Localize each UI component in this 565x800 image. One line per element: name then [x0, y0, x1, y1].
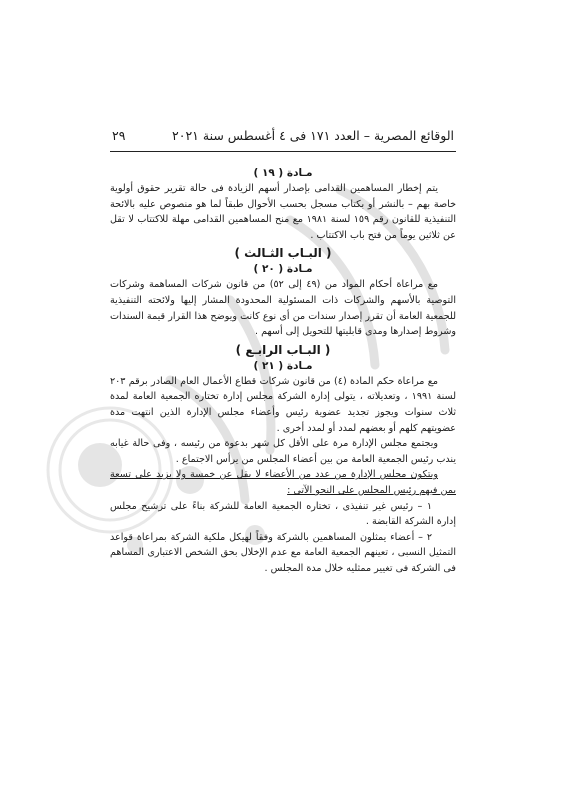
article-21-text-1: مع مراعاة حكم المادة (٤) من قانون شركات قطاع الأعمال العام الصادر برقم ٢٠٣ لسنة ١٩٩١ ، وتعديلاته ، يتولى إدارة الشركة مجلس إدارة تختاره الجمعية العامة لمدة ثلاث سنوات ويجوز تجديد عضوية رئيس وأعضاء مجلس الإدارة الذين انتهت مدة عضويتهم كلهم أو بعضهم لمدد أو لمدد أخرى . [110, 375, 456, 434]
header-title: الوقائع المصرية – العدد ١٧١ فى ٤ أغسطس سنة ٢٠٢١ [172, 128, 454, 143]
article-21-item-2: ٢ – أعضاء يمثلون المساهمين بالشركة وفقاً لهيكل ملكية الشركة بمراعاة قواعد التمثيل النسبى ، تعينهم الجمعية العامة مع عدم الإخلال بحق الشخص الاعتبارى المساهم فى الشركة فى تغيير ممثليه خلال مدة المجلس . [110, 531, 456, 574]
article-21-text-3: ويتكون مجلس الإدارة من عدد من الأعضاء لا يقل عن خمسة ولا يزيد على تسعة بمن فيهم رئيس المجلس على النحو الآتى : [110, 469, 456, 496]
article-20-text: مع مراعاة أحكام المواد من (٤٩ إلى ٥٢) من قانون شركات المساهمة وشركات التوصية بالأسهم والشركات ذات المسئولية المحدودة المشار إليها ولائحته التنفيذية للجمعية العامة أن تقرر إصدار سندات من أى نوع كانت ويوضح هذا القرار قيمة السندات وشروط إصدارها ومدى قابليتها للتحويل إلى أسهم . [110, 279, 456, 338]
article-19-text: يتم إخطار المساهمين القدامى بإصدار أسهم الزيادة فى حالة تقرير حقوق أولوية خاصة بهم – بالنشر أو بكتاب مسجل بحسب الأحوال طبقاً لما هو منصوص عليه بالائحة التنفيذية للقانون رقم ١٥٩ لسنة ١٩٨١ مع منح المساهمين القدامى مهلة للاكتتاب لا تقل عن ثلاثين يوماً من فتح باب الاكتتاب . [110, 183, 456, 241]
article-20-heading: مـادة ( ٢٠ ) [253, 263, 313, 276]
page-body [110, 166, 456, 576]
chapter-3-title: ( البـاب الثـالث ) [234, 246, 332, 261]
chapter-4-title: ( البـاب الرابـع ) [235, 342, 331, 357]
page-header [112, 128, 454, 143]
article-19-heading: مـادة ( ١٩ ) [253, 167, 313, 179]
article-21-text-2: ويجتمع مجلس الإدارة مرة على الأقل كل شهر بدعوة من رئيسه ، وفى حالة غيابه يندب رئيس الجمعية العامة من بين أعضاء المجلس من يرأس الاجتماع . [110, 438, 456, 465]
article-21-heading: مـادة ( ٢١ ) [253, 359, 313, 372]
header-rule [110, 151, 456, 152]
page-number: ٢٩ [112, 128, 126, 143]
article-21-item-1: ١ – رئيس غير تنفيذى ، تختاره الجمعية العامة للشركة بناءً على ترشيح مجلس إدارة الشركة القابضة . [110, 500, 456, 528]
